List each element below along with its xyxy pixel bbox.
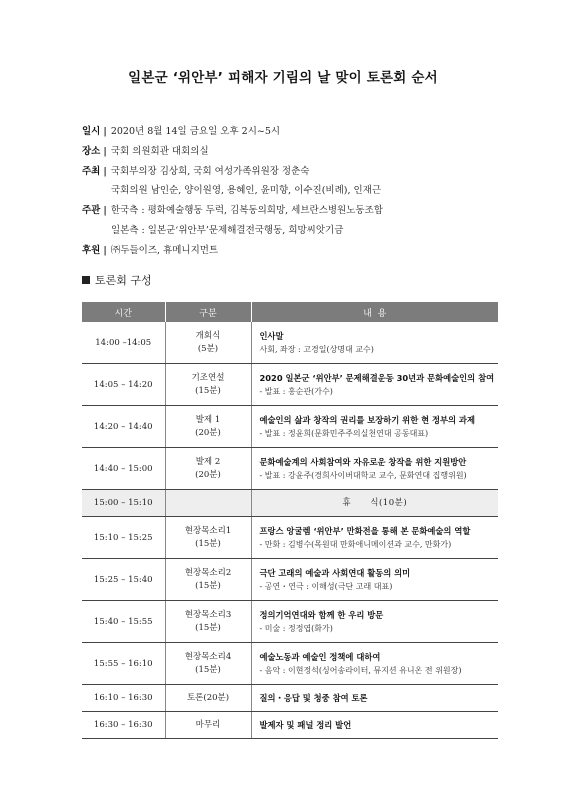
- content-title: 극단 고래의 예술과 사회연대 활동의 의미: [259, 567, 411, 578]
- row-time: 15:10 – 15:25: [82, 517, 165, 559]
- header-category: 구분: [165, 302, 251, 322]
- separator: |: [103, 145, 107, 157]
- category-name: 현장목소리1: [184, 525, 232, 536]
- row-time: 15:55 – 16:10: [82, 643, 165, 685]
- table-row: [82, 364, 498, 406]
- table-row: [82, 601, 498, 643]
- row-content: [251, 559, 498, 601]
- host-label: 주최: [82, 165, 101, 177]
- table-row: [82, 685, 498, 712]
- content-speaker: - 발표 : 강윤주(경희사이버대학교 교수, 문화연대 집행위원): [259, 470, 467, 480]
- content-title: 인사말: [259, 330, 284, 341]
- row-category: 마무리: [165, 712, 251, 739]
- content-title: 프랑스 앙굴렘 ‘위안부’ 만화전을 통해 본 문화예술의 역할: [259, 525, 471, 536]
- category-name: 현장목소리2: [184, 567, 232, 578]
- row-category: [165, 406, 251, 448]
- row-content: [251, 601, 498, 643]
- content-title: 2020 일본군 ‘위안부’ 문제해결운동 30년과 문화예술인의 참여: [259, 372, 495, 383]
- table-row: [82, 643, 498, 685]
- info-organizer: [82, 201, 522, 221]
- category-name: 발제 1: [195, 414, 221, 425]
- row-category: [165, 490, 251, 517]
- date-label: 일시: [82, 126, 101, 137]
- sponsor-value: ㈜두들이즈, 휴메니지먼트: [110, 244, 219, 256]
- break-label: 휴 식(10분): [251, 490, 498, 517]
- content-speaker: - 음악 : 이현정석(싱어송라이터, 뮤지션 유니온 전 위원장): [259, 665, 462, 675]
- schedule-table: [82, 302, 498, 739]
- place-value: 국회 의원회관 대회의실: [110, 145, 209, 157]
- row-content: [251, 364, 498, 406]
- row-time: 14:40 – 15:00: [82, 448, 165, 490]
- category-duration: (15분): [195, 622, 221, 633]
- table-row: [82, 448, 498, 490]
- section-heading: [82, 272, 152, 288]
- content-title: 예술노동과 예술인 정책에 대하여: [259, 651, 381, 662]
- date-value: 2020년 8월 14일 금요일 오후 2시~5시: [110, 126, 281, 137]
- place-label: 장소: [82, 145, 101, 157]
- content-speaker: - 발표 : 정윤희(문화민주주의실천연대 공동대표): [259, 428, 429, 438]
- row-content: [251, 406, 498, 448]
- host-value-line1: 국회부의장 김상희, 국회 여성가족위원장 정춘숙: [110, 165, 310, 177]
- separator: |: [103, 205, 107, 217]
- row-category: [165, 322, 251, 364]
- category-duration: (15분): [195, 385, 221, 396]
- content-speaker: - 발표 : 홍순관(가수): [259, 386, 333, 396]
- content-speaker: - 공연・연극 : 이해성(극단 고래 대표): [259, 581, 393, 591]
- info-date: [82, 122, 522, 142]
- separator: |: [103, 165, 107, 177]
- content-speaker: - 만화 : 김병수(목원대 만화애니메이션과 교수, 만화가): [259, 539, 452, 549]
- row-category: [165, 559, 251, 601]
- category-name: 현장목소리3: [184, 609, 232, 620]
- category-name: 기조연설: [191, 372, 225, 383]
- row-category: [165, 643, 251, 685]
- separator: |: [103, 126, 107, 137]
- sponsor-label: 후원: [82, 244, 101, 256]
- row-content: [251, 685, 498, 712]
- header-content: 내 용: [251, 302, 498, 322]
- row-content: [251, 712, 498, 739]
- content-title: 발제자 및 패널 정리 발언: [259, 720, 352, 730]
- category-name: 발제 2: [195, 456, 221, 467]
- row-content: [251, 517, 498, 559]
- table-row: [82, 406, 498, 448]
- table-row: [82, 559, 498, 601]
- host-value-line2: 국회의원 남인순, 양이원영, 용혜인, 윤미향, 이수진(비례), 인재근: [111, 185, 382, 197]
- row-category: [165, 601, 251, 643]
- section-title: 토론회 구성: [95, 274, 152, 287]
- row-category: [165, 448, 251, 490]
- page-title: 일본군 ‘위안부’ 피해자 기림의 날 맞이 토론회 순서: [128, 70, 438, 86]
- info-place: [82, 142, 522, 162]
- content-title: 정의기억연대와 함께 한 우리 방문: [259, 609, 384, 620]
- content-speaker: - 미술 : 정정엽(화가): [259, 623, 333, 633]
- category-duration: (5분): [197, 343, 219, 354]
- row-time: 15:25 – 15:40: [82, 559, 165, 601]
- row-time: 15:40 – 15:55: [82, 601, 165, 643]
- organizer-value-line2: 일본측 : 일본군‘위안부’문제해결전국행동, 희망씨앗기금: [111, 224, 344, 236]
- separator: |: [103, 244, 107, 256]
- category-duration: (20분): [195, 469, 221, 480]
- info-organizer-cont: [82, 221, 522, 241]
- category-name: 현장목소리4: [184, 651, 232, 662]
- row-content: [251, 643, 498, 685]
- row-category: [165, 364, 251, 406]
- row-category: 토론(20분): [165, 685, 251, 712]
- content-speaker: 사회, 좌장 : 고경일(상명대 교수): [259, 344, 374, 354]
- row-content: [251, 322, 498, 364]
- table-row-break: [82, 490, 498, 517]
- row-time: 14:20 – 14:40: [82, 406, 165, 448]
- row-time: 16:30 – 16:30: [82, 712, 165, 739]
- row-time: 16:10 – 16:30: [82, 685, 165, 712]
- row-time: 14:00 –14:05: [82, 322, 165, 364]
- info-host: [82, 162, 522, 182]
- content-title: 예술인의 삶과 창작의 권리를 보장하기 위한 현 정부의 과제: [259, 414, 475, 425]
- table-row: [82, 712, 498, 739]
- info-sponsor: [82, 241, 522, 261]
- info-host-cont: [82, 181, 522, 201]
- content-title: 문화예술계의 사회참여와 자유로운 창작을 위한 지원방안: [259, 456, 467, 467]
- organizer-label: 주관: [82, 205, 101, 217]
- category-name: 개회식: [195, 330, 221, 341]
- square-bullet-icon: [82, 276, 90, 284]
- row-time: 14:05 – 14:20: [82, 364, 165, 406]
- table-row: [82, 517, 498, 559]
- category-duration: (20분): [195, 427, 221, 438]
- table-header-row: [82, 302, 498, 322]
- row-content: [251, 448, 498, 490]
- category-duration: (15분): [195, 664, 221, 675]
- header-time: 시간: [82, 302, 165, 322]
- category-duration: (15분): [195, 580, 221, 591]
- row-time: 15:00 – 15:10: [82, 490, 165, 517]
- content-title: 질의・응답 및 청중 참여 토론: [259, 693, 368, 703]
- category-duration: (15분): [195, 538, 221, 549]
- organizer-value-line1: 한국측 : 평화예술행동 두럭, 김복동의희망, 세브란스병원노동조합: [110, 205, 383, 217]
- row-category: [165, 517, 251, 559]
- event-info: [82, 122, 522, 261]
- table-row: [82, 322, 498, 364]
